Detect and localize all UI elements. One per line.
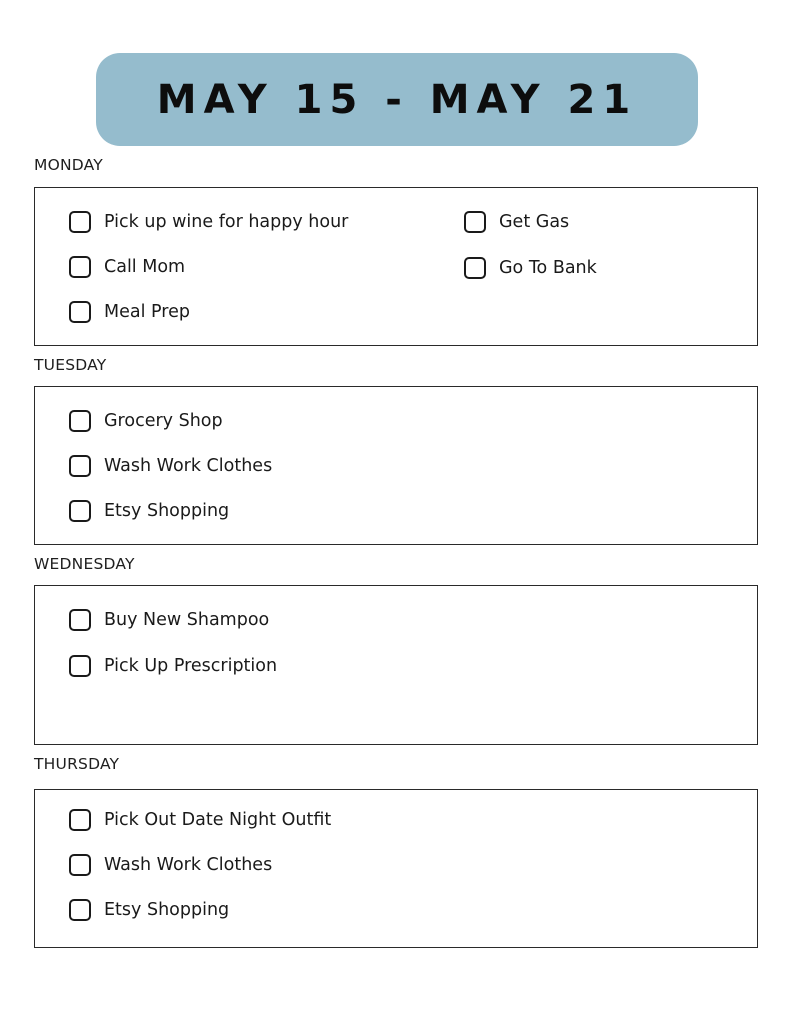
task-item[interactable]	[69, 852, 272, 878]
task-item[interactable]	[69, 254, 185, 280]
task-label: Wash Work Clothes	[104, 855, 273, 875]
task-label: Etsy Shopping	[104, 501, 230, 521]
day-box-wednesday	[34, 585, 758, 745]
day-label-tuesday: TUESDAY	[34, 356, 107, 374]
checkbox[interactable]	[69, 809, 91, 831]
checkbox[interactable]	[69, 500, 91, 522]
day-box-thursday	[34, 789, 758, 948]
checkbox[interactable]	[464, 257, 486, 279]
task-label: Meal Prep	[104, 302, 190, 322]
week-banner	[96, 53, 698, 146]
task-label: Go To Bank	[499, 258, 597, 278]
day-label-wednesday: WEDNESDAY	[34, 555, 135, 573]
checkbox[interactable]	[464, 211, 486, 233]
task-item[interactable]	[69, 209, 348, 235]
task-label: Pick Up Prescription	[104, 656, 278, 676]
checkbox[interactable]	[69, 410, 91, 432]
task-item[interactable]	[69, 408, 223, 434]
task-label: Wash Work Clothes	[104, 456, 273, 476]
checkbox[interactable]	[69, 899, 91, 921]
day-box-monday	[34, 187, 758, 346]
task-label: Call Mom	[104, 257, 186, 277]
week-title: MAY 15 - MAY 21	[156, 76, 638, 123]
task-item[interactable]	[69, 453, 272, 479]
task-label: Pick up wine for happy hour	[104, 212, 349, 232]
task-item[interactable]	[69, 607, 269, 633]
task-item[interactable]	[464, 209, 569, 235]
checkbox[interactable]	[69, 301, 91, 323]
task-label: Buy New Shampoo	[104, 610, 270, 630]
checkbox[interactable]	[69, 655, 91, 677]
task-label: Get Gas	[499, 212, 570, 232]
task-item[interactable]	[69, 807, 331, 833]
day-label-thursday: THURSDAY	[34, 755, 120, 773]
task-label: Pick Out Date Night Outfit	[104, 810, 332, 830]
day-label-monday: MONDAY	[34, 156, 103, 174]
task-label: Grocery Shop	[104, 411, 223, 431]
checkbox[interactable]	[69, 609, 91, 631]
task-item[interactable]	[69, 498, 229, 524]
task-label: Etsy Shopping	[104, 900, 230, 920]
task-item[interactable]	[69, 653, 277, 679]
task-item[interactable]	[464, 255, 597, 281]
checkbox[interactable]	[69, 455, 91, 477]
task-item[interactable]	[69, 897, 229, 923]
checkbox[interactable]	[69, 211, 91, 233]
checkbox[interactable]	[69, 854, 91, 876]
task-item[interactable]	[69, 299, 190, 325]
day-box-tuesday	[34, 386, 758, 545]
checkbox[interactable]	[69, 256, 91, 278]
